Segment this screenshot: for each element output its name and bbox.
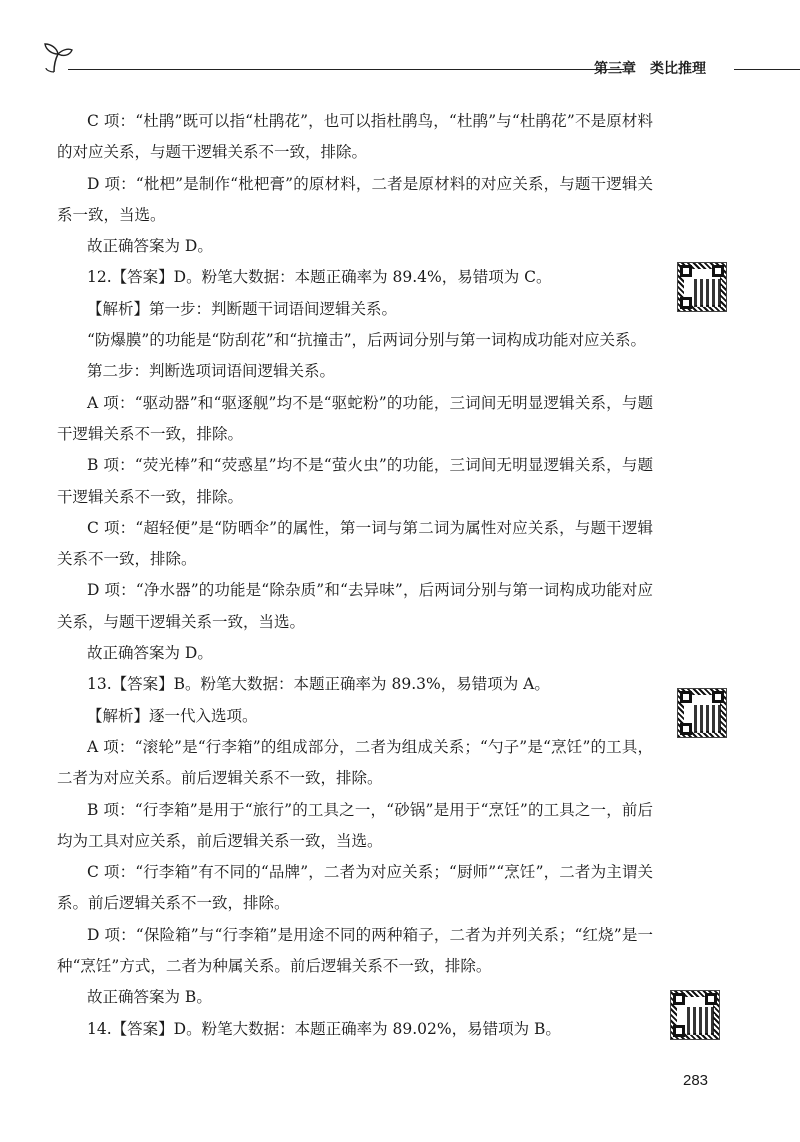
paragraph: C 项：“行李箱”有不同的“品牌”，二者为对应关系；“厨师”“烹饪”，二者为主谓关系。前后逻辑关系不一致，排除。: [57, 863, 653, 913]
analysis-heading: 【解析】第一步：判断题干词语间逻辑关系。: [87, 299, 398, 318]
paragraph: A 项：“驱动器”和“驱逐舰”均不是“驱蛇粉”的功能，三词间无明显逻辑关系，与题干逻辑关系不一致，排除。: [57, 393, 653, 443]
paragraph: D 项：“枇杷”是制作“枇杷膏”的原材料，二者是原材料的对应关系，与题干逻辑关系一致，当选。: [57, 174, 653, 224]
paragraph: B 项：“荧光棒”和“荧惑星”均不是“萤火虫”的功能，三词间无明显逻辑关系，与题干逻辑关系不一致，排除。: [57, 456, 653, 506]
header-rule-right: [734, 69, 800, 70]
paragraph: 故正确答案为 D。: [87, 237, 213, 256]
page-header: [40, 38, 800, 78]
chapter-label: 第三章: [594, 61, 636, 77]
paragraph: 故正确答案为 B。: [87, 988, 212, 1007]
paragraph: D 项：“保险箱”与“行李箱”是用途不同的两种箱子，二者为并列关系；“红烧”是一种“烹饪”方式，二者为种属关系。前后逻辑关系不一致，排除。: [57, 925, 653, 976]
qr-code-icon[interactable]: [670, 990, 720, 1040]
paragraph: B 项：“行李箱”是用于“旅行”的工具之一，“砂锅”是用于“烹饪”的工具之一，前后均为工具对应关系，前后逻辑关系一致，当选。: [57, 800, 653, 850]
answer-heading: 13.【答案】B。粉笔大数据：本题正确率为 89.3%，易错项为 A。: [87, 675, 550, 694]
qr-code-icon[interactable]: [677, 262, 727, 312]
answer-heading: 12.【答案】D。粉笔大数据：本题正确率为 89.4%，易错项为 C。: [87, 268, 552, 287]
answer-heading: 14.【答案】D。粉笔大数据：本题正确率为 89.02%，易错项为 B。: [87, 1019, 561, 1038]
paragraph: 故正确答案为 D。: [87, 644, 213, 663]
section-label: 类比推理: [650, 61, 706, 77]
qr-code-icon[interactable]: [677, 688, 727, 738]
paragraph: 第二步：判断选项词语间逻辑关系。: [87, 362, 336, 381]
header-rule-left: [68, 69, 624, 70]
paragraph: A 项：“滚轮”是“行李箱”的组成部分，二者为组成关系；“勺子”是“烹饪”的工具，二者为对应关系。前后逻辑关系不一致，排除。: [57, 737, 653, 788]
paragraph: C 项：“超轻便”是“防晒伞”的属性，第一词与第二词为属性对应关系，与题干逻辑关系不一致，排除。: [57, 518, 653, 569]
chapter-title: [594, 58, 706, 78]
paragraph: C 项：“杜鹃”既可以指“杜鹃花”，也可以指杜鹃鸟，“杜鹃”与“杜鹃花”不是原材料的对应关系，与题干逻辑关系不一致，排除。: [57, 112, 653, 162]
page-number: 283: [683, 1072, 709, 1089]
analysis-heading: 【解析】逐一代入选项。: [87, 706, 258, 725]
answer-explanations: [57, 106, 653, 1045]
paragraph: “防爆膜”的功能是“防刮花”和“抗撞击”，后两词分别与第一词构成功能对应关系。: [87, 331, 647, 350]
paragraph: D 项：“净水器”的功能是“除杂质”和“去异味”，后两词分别与第一词构成功能对应关系，与题干逻辑关系一致，当选。: [57, 581, 653, 631]
